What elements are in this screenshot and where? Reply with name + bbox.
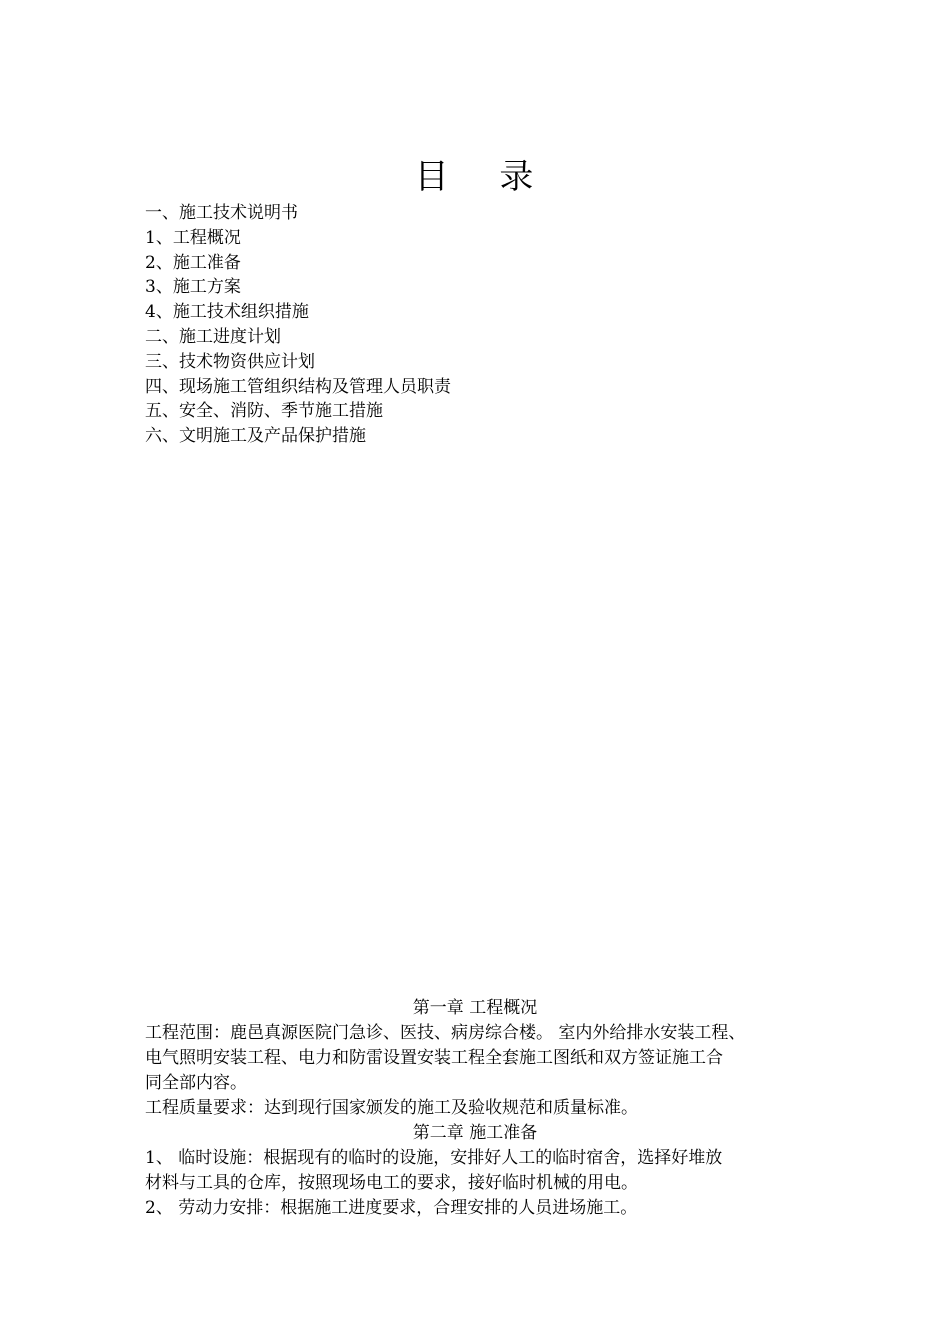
quality-requirement-paragraph — [145, 1096, 815, 1121]
toc-item: 二、施工进度计划 — [145, 326, 281, 347]
toc-item: 4、施工技术组织措施 — [145, 302, 309, 323]
chapter-one-heading: 第一章 工程概况 — [412, 998, 538, 1018]
paragraph-line: 工程范围：鹿邑真源医院门急诊、医技、病房综合楼。 室内外给排水安装工程、 — [145, 1023, 746, 1043]
toc-list — [145, 201, 451, 449]
toc-item: 三、技术物资供应计划 — [145, 351, 315, 372]
toc-item: 六、文明施工及产品保护措施 — [145, 426, 366, 447]
paragraph-line: 1、 临时设施：根据现有的临时的设施，安排好人工的临时宿舍，选择好堆放 — [145, 1148, 723, 1168]
toc-item: 2、施工准备 — [145, 252, 241, 273]
temporary-facilities-paragraph — [145, 1146, 815, 1196]
toc-item: 一、施工技术说明书 — [145, 203, 298, 223]
paragraph-line: 2、 劳动力安排：根据施工进度要求，合理安排的人员进场施工。 — [145, 1198, 638, 1218]
toc-item: 3、施工方案 — [145, 277, 241, 298]
paragraph-line: 同全部内容。 — [145, 1073, 247, 1093]
toc-item: 五、安全、消防、季节施工措施 — [145, 401, 383, 422]
paragraph-line: 工程质量要求：达到现行国家颁发的施工及验收规范和质量标准。 — [145, 1098, 638, 1118]
chapter-two-heading: 第二章 施工准备 — [412, 1123, 538, 1143]
toc-item: 1、工程概况 — [145, 227, 241, 248]
paragraph-line: 电气照明安装工程、电力和防雷设置安装工程全套施工图纸和双方签证施工合 — [145, 1048, 723, 1068]
body-section — [145, 996, 815, 1221]
labor-arrangement-paragraph — [145, 1196, 815, 1221]
toc-title: 目 录 — [414, 157, 554, 197]
paragraph-line: 材料与工具的仓库，按照现场电工的要求，接好临时机械的用电。 — [145, 1173, 638, 1193]
toc-item: 四、现场施工管组织结构及管理人员职责 — [145, 376, 451, 397]
project-scope-paragraph — [145, 1021, 815, 1096]
